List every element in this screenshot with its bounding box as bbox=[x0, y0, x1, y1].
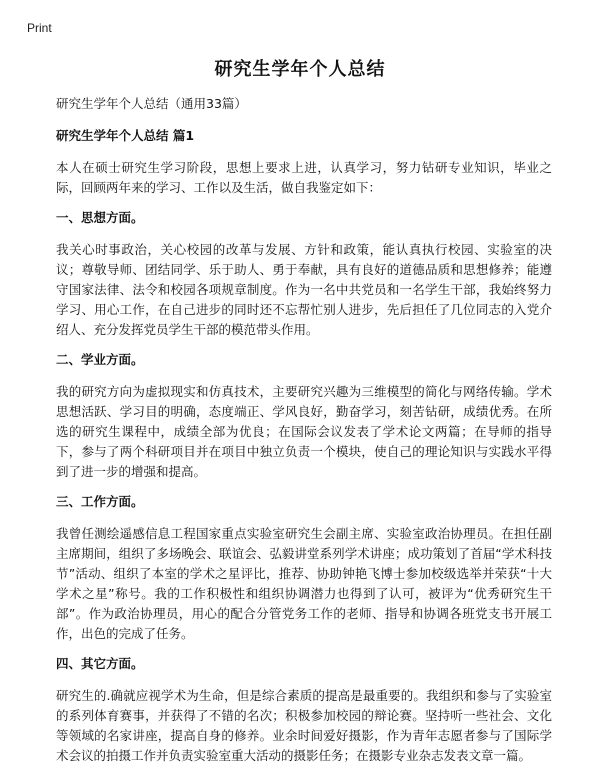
article-heading: 研究生学年个人总结 篇1 bbox=[56, 128, 195, 143]
section-body-other: 研究生的.确就应视学术为生命，但是综合素质的提高是最重要的。我组织和参与了实验室的系列体育赛事，并获得了不错的名次；积极参加校园的辩论赛。坚持听一些社会、文化等领域的名家讲座，提高自身的修养。业余时间爱好摄影，作为青年志愿者参与了国际学术会议的拍摄工作并负责实验室重大活动的摄影任务；在摄影专业杂志发表文章一篇。 bbox=[56, 688, 552, 763]
document-body bbox=[56, 94, 552, 776]
document-title: 研究生学年个人总结 bbox=[214, 59, 386, 80]
section-heading-work: 三、工作方面。 bbox=[56, 494, 144, 509]
section-heading-study: 二、学业方面。 bbox=[56, 352, 144, 367]
intro-paragraph: 本人在硕士研究生学习阶段，思想上要求上进，认真学习，努力钻研专业知识，毕业之际，回顾两年来的学习、工作以及生活，做自我鉴定如下： bbox=[56, 160, 552, 195]
document-subtitle: 研究生学年个人总结（通用33篇） bbox=[56, 96, 247, 111]
section-body-study: 我的研究方向为虚拟现实和仿真技术，主要研究兴趣为三维模型的简化与网络传输。学术思想活跃、学习目的明确，态度端正、学风良好，勤奋学习，刻苦钻研，成绩优秀。在所选的研究生课程中，成绩全部为优良；在国际会议发表了学术论文两篇；在导师的指导下，参与了两个科研项目并在项目中独立负责一个模块，使自己的理论知识与实践水平得到了进一步的增强和提高。 bbox=[56, 384, 552, 479]
section-heading-other: 四、其它方面。 bbox=[56, 656, 144, 671]
section-body-thought: 我关心时事政治，关心校园的改革与发展、方针和政策，能认真执行校园、实验室的决议；尊敬导师、团结同学、乐于助人、勇于奉献，具有良好的道德品质和思想修养；能遵守国家法律、法令和校园各项规章制度。作为一名中共党员和一名学生干部，我始终努力学习、用心工作，在自己进步的同时还不忘帮忙别人进步，先后担任了几位同志的入党介绍人、充分发挥党员学生干部的模范带头作用。 bbox=[56, 242, 552, 337]
print-link[interactable]: Print bbox=[27, 21, 52, 35]
section-body-work: 我曾任测绘遥感信息工程国家重点实验室研究生会副主席、实验室政治协理员。在担任副主席期间，组织了多场晚会、联谊会、弘毅讲堂系列学术讲座；成功策划了首届“学术科技节”活动、组织了本室的学术之星评比，推荐、协助钟艳飞博士参加校级选举并荣获“十大学术之星”称号。我的工作积极性和组织协调潜力也得到了认可，被评为“优秀研究生干部”。作为政治协理员，用心的配合分管党务工作的老师、指导和协调各班党支书开展工作，出色的完成了任务。 bbox=[56, 526, 552, 641]
section-heading-thought: 一、思想方面。 bbox=[56, 210, 144, 225]
